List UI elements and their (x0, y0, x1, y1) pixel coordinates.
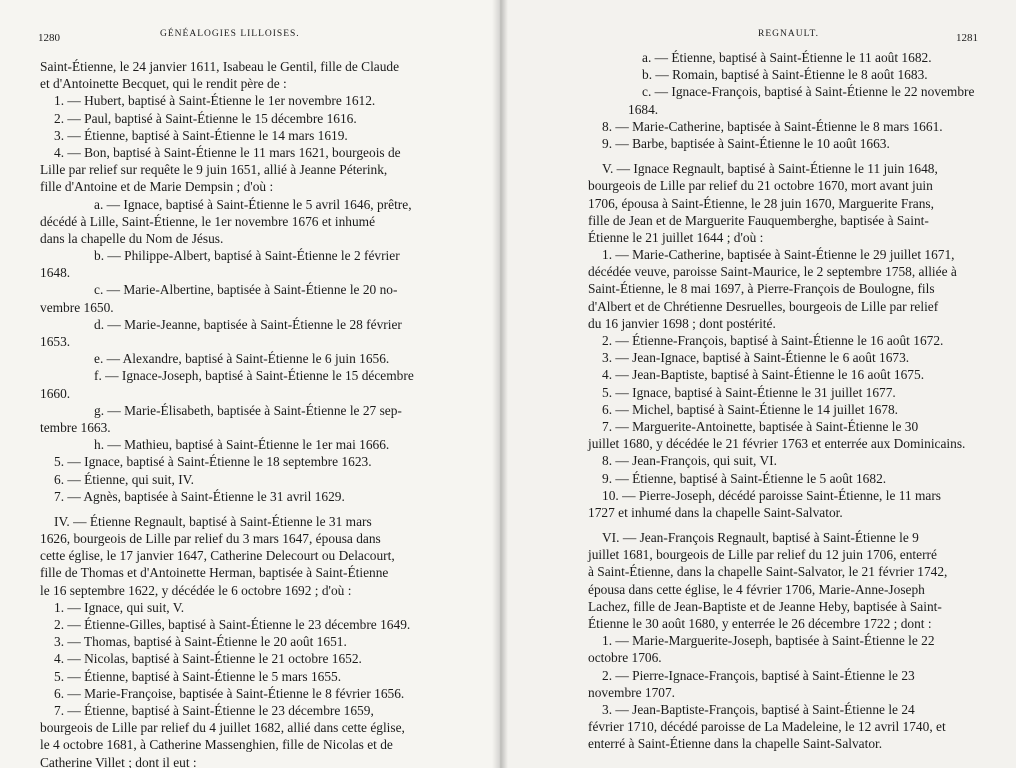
text-line: 8. — Jean-François, qui suit, VI. (602, 453, 777, 469)
page-number: 1280 (38, 32, 60, 44)
paragraph-gap (588, 152, 988, 160)
text-line: dans la chapelle du Nom de Jésus. (40, 230, 224, 246)
text-line: juillet 1680, y décédée le 21 février 1763 et enterrée aux Dominicains. (588, 436, 966, 452)
text-line: bourgeois de Lille par relief du 21 octobre 1670, mort avant juin (588, 178, 933, 194)
text-line: juillet 1681, bourgeois de Lille par relief du 12 juin 1706, enterré (588, 547, 937, 563)
text-line: fille de Jean et de Marguerite Fauquemberghe, baptisée à Saint- (588, 212, 929, 228)
text-line: f. — Ignace-Joseph, baptisé à Saint-Étienne le 15 décembre (94, 368, 414, 384)
text-line: 3. — Thomas, baptisé à Saint-Étienne le 20 août 1651. (54, 634, 347, 650)
text-line: Saint-Étienne, le 24 janvier 1611, Isabeau le Gentil, fille de Claude (40, 59, 400, 74)
text-line: Lachez, fille de Jean-Baptiste et de Jeanne Heby, baptisée à Saint- (588, 598, 942, 614)
text-line: 1. — Ignace, qui suit, V. (54, 599, 185, 615)
text-line: Saint-Étienne, le 8 mai 1697, à Pierre-François de Boulogne, fils (588, 281, 935, 297)
text-line: le 4 octobre 1681, à Catherine Massenghien, fille de Nicolas et de (40, 737, 393, 753)
text-line: 2. — Pierre-Ignace-François, baptisé à Saint-Étienne le 23 (602, 667, 915, 683)
text-line: a. — Étienne, baptisé à Saint-Étienne le 11 août 1682. (642, 50, 932, 65)
text-line: 1626, bourgeois de Lille par relief du 3 mars 1647, épousa dans (40, 531, 381, 547)
text-line: IV. — Étienne Regnault, baptisé à Saint-Étienne le 31 mars (54, 513, 372, 529)
text-line: b. — Romain, baptisé à Saint-Étienne le 8 août 1683. (642, 67, 928, 83)
text-line: h. — Mathieu, baptisé à Saint-Étienne le 1er mai 1666. (94, 437, 390, 453)
text-line: 9. — Barbe, baptisée à Saint-Étienne le 10 août 1663. (602, 135, 890, 151)
text-line: 1684. (628, 101, 659, 117)
text-line: c. — Ignace-François, baptisé à Saint-Étienne le 22 novembre (642, 84, 975, 100)
paragraph-gap (40, 505, 472, 513)
book-gutter (492, 0, 508, 768)
text-line: octobre 1706. (588, 650, 662, 666)
text-line: VI. — Jean-François Regnault, baptisé à Saint-Étienne le 9 (602, 530, 919, 546)
text-line: g. — Marie-Élisabeth, baptisée à Saint-Étienne le 27 sep- (94, 402, 402, 418)
text-line: 1660. (40, 385, 71, 401)
text-line: décédée veuve, paroisse Saint-Maurice, le 2 septembre 1758, alliée à (588, 264, 957, 280)
text-line: 2. — Étienne-Gilles, baptisé à Saint-Étienne le 23 décembre 1649. (54, 617, 411, 632)
text-line: 1706, épousa à Saint-Étienne, le 28 juin 1670, Marguerite Frans, (588, 195, 934, 211)
running-head: GÉNÉALOGIES LILLOISES. (160, 29, 300, 39)
text-line: 6. — Michel, baptisé à Saint-Étienne le 14 juillet 1678. (602, 401, 899, 417)
text-line: à Saint-Étienne, dans la chapelle Saint-Salvator, le 21 février 1742, (588, 564, 948, 580)
text-line: c. — Marie-Albertine, baptisée à Saint-Étienne le 20 no- (94, 282, 398, 298)
text-line: vembre 1650. (40, 299, 114, 315)
text-line: 1. — Marie-Catherine, baptisée à Saint-Étienne le 29 juillet 1671, (602, 247, 955, 263)
text-line: 2. — Paul, baptisé à Saint-Étienne le 15 décembre 1616. (54, 110, 357, 126)
text-line: 4. — Bon, baptisé à Saint-Étienne le 11 mars 1621, bourgeois de (54, 144, 401, 160)
text-line: 5. — Étienne, baptisé à Saint-Étienne le 5 mars 1655. (54, 668, 342, 684)
text-line: le 16 septembre 1622, y décédée le 6 octobre 1692 ; d'où : (40, 582, 352, 598)
text-line: du 16 janvier 1698 ; dont postérité. (588, 315, 776, 331)
text-line: V. — Ignace Regnault, baptisé à Saint-Étienne le 11 juin 1648, (602, 161, 938, 177)
text-line: 7. — Agnès, baptisée à Saint-Étienne le 31 avril 1629. (54, 488, 345, 504)
text-line: 5. — Ignace, baptisé à Saint-Étienne le 31 juillet 1677. (602, 384, 896, 400)
right-page (500, 0, 1016, 768)
text-line: d'Albert et de Chrétienne Desruelles, bourgeois de Lille par relief (588, 298, 939, 314)
text-line: Étienne le 30 août 1680, y enterrée le 26 décembre 1722 ; dont : (588, 616, 932, 631)
text-line: cette église, le 17 janvier 1647, Catherine Delecourt ou Delacourt, (40, 548, 395, 564)
text-line: a. — Ignace, baptisé à Saint-Étienne le 5 avril 1646, prêtre, (94, 196, 412, 212)
text-line: Catherine Villet ; dont il eut : (40, 754, 197, 768)
text-line: 7. — Marguerite-Antoinette, baptisée à Saint-Étienne le 30 (602, 418, 919, 434)
text-line: 3. — Étienne, baptisé à Saint-Étienne le 14 mars 1619. (54, 127, 348, 143)
text-line: 5. — Ignace, baptisé à Saint-Étienne le 18 septembre 1623. (54, 454, 372, 470)
left-page (0, 0, 500, 768)
text-line: épousa dans cette église, le 4 février 1706, Marie-Anne-Joseph (588, 581, 925, 597)
text-line: décédé à Lille, Saint-Étienne, le 1er novembre 1676 et inhumé (40, 213, 376, 229)
text-line: 4. — Jean-Baptiste, baptisé à Saint-Étienne le 16 août 1675. (602, 367, 925, 383)
text-line: fille de Thomas et d'Antoinette Herman, baptisée à Saint-Étienne (40, 565, 389, 581)
text-line: e. — Alexandre, baptisé à Saint-Étienne le 6 juin 1656. (94, 351, 390, 367)
text-line: 1. — Hubert, baptisé à Saint-Étienne le 1er novembre 1612. (54, 93, 376, 109)
page-body (40, 58, 472, 768)
text-line: 1. — Marie-Marguerite-Joseph, baptisée à Saint-Étienne le 22 (602, 633, 935, 649)
text-line: 9. — Étienne, baptisé à Saint-Étienne le 5 août 1682. (602, 470, 887, 486)
text-line: 2. — Étienne-François, baptisé à Saint-Étienne le 16 août 1672. (602, 333, 944, 348)
text-line: b. — Philippe-Albert, baptisé à Saint-Étienne le 2 février (94, 248, 400, 264)
text-line: et d'Antoinette Becquet, qui le rendit père de : (40, 76, 287, 92)
text-line: 8. — Marie-Catherine, baptisée à Saint-Étienne le 8 mars 1661. (602, 118, 943, 134)
text-line: bourgeois de Lille par relief du 4 juillet 1682, allié dans cette église, (40, 720, 405, 736)
text-line: enterré à Saint-Étienne dans la chapelle Saint-Salvator. (588, 736, 883, 752)
text-line: Lille par relief sur requête le 9 juin 1651, allié à Jeanne Péterink, (40, 162, 388, 178)
page-number: 1281 (956, 32, 978, 44)
text-line: novembre 1707. (588, 684, 676, 700)
text-line: 3. — Jean-Baptiste-François, baptisé à Saint-Étienne le 24 (602, 701, 915, 717)
text-line: 6. — Marie-Françoise, baptisée à Saint-Étienne le 8 février 1656. (54, 685, 405, 701)
text-line: 6. — Étienne, qui suit, IV. (54, 471, 194, 487)
text-line: fille d'Antoine et de Marie Dempsin ; d'où : (40, 179, 274, 195)
text-line: 7. — Étienne, baptisé à Saint-Étienne le 23 décembre 1659, (54, 702, 374, 718)
text-line: d. — Marie-Jeanne, baptisée à Saint-Étienne le 28 février (94, 316, 402, 332)
text-line: 1648. (40, 265, 71, 281)
text-line: tembre 1663. (40, 419, 111, 435)
text-line: 1653. (40, 334, 71, 349)
text-line: 1727 et inhumé dans la chapelle Saint-Salvator. (588, 504, 843, 520)
text-line: 3. — Jean-Ignace, baptisé à Saint-Étienne le 6 août 1673. (602, 350, 910, 366)
text-line: 10. — Pierre-Joseph, décédé paroisse Saint-Étienne, le 11 mars (602, 487, 942, 503)
text-line: 4. — Nicolas, baptisé à Saint-Étienne le 21 octobre 1652. (54, 651, 362, 667)
text-line: février 1710, décédé paroisse de La Madeleine, le 12 avril 1740, et (588, 719, 946, 735)
running-head: REGNAULT. (758, 29, 819, 39)
text-line: Étienne le 21 juillet 1644 ; d'où : (588, 229, 764, 245)
paragraph-gap (588, 521, 988, 529)
page-body (588, 49, 988, 753)
